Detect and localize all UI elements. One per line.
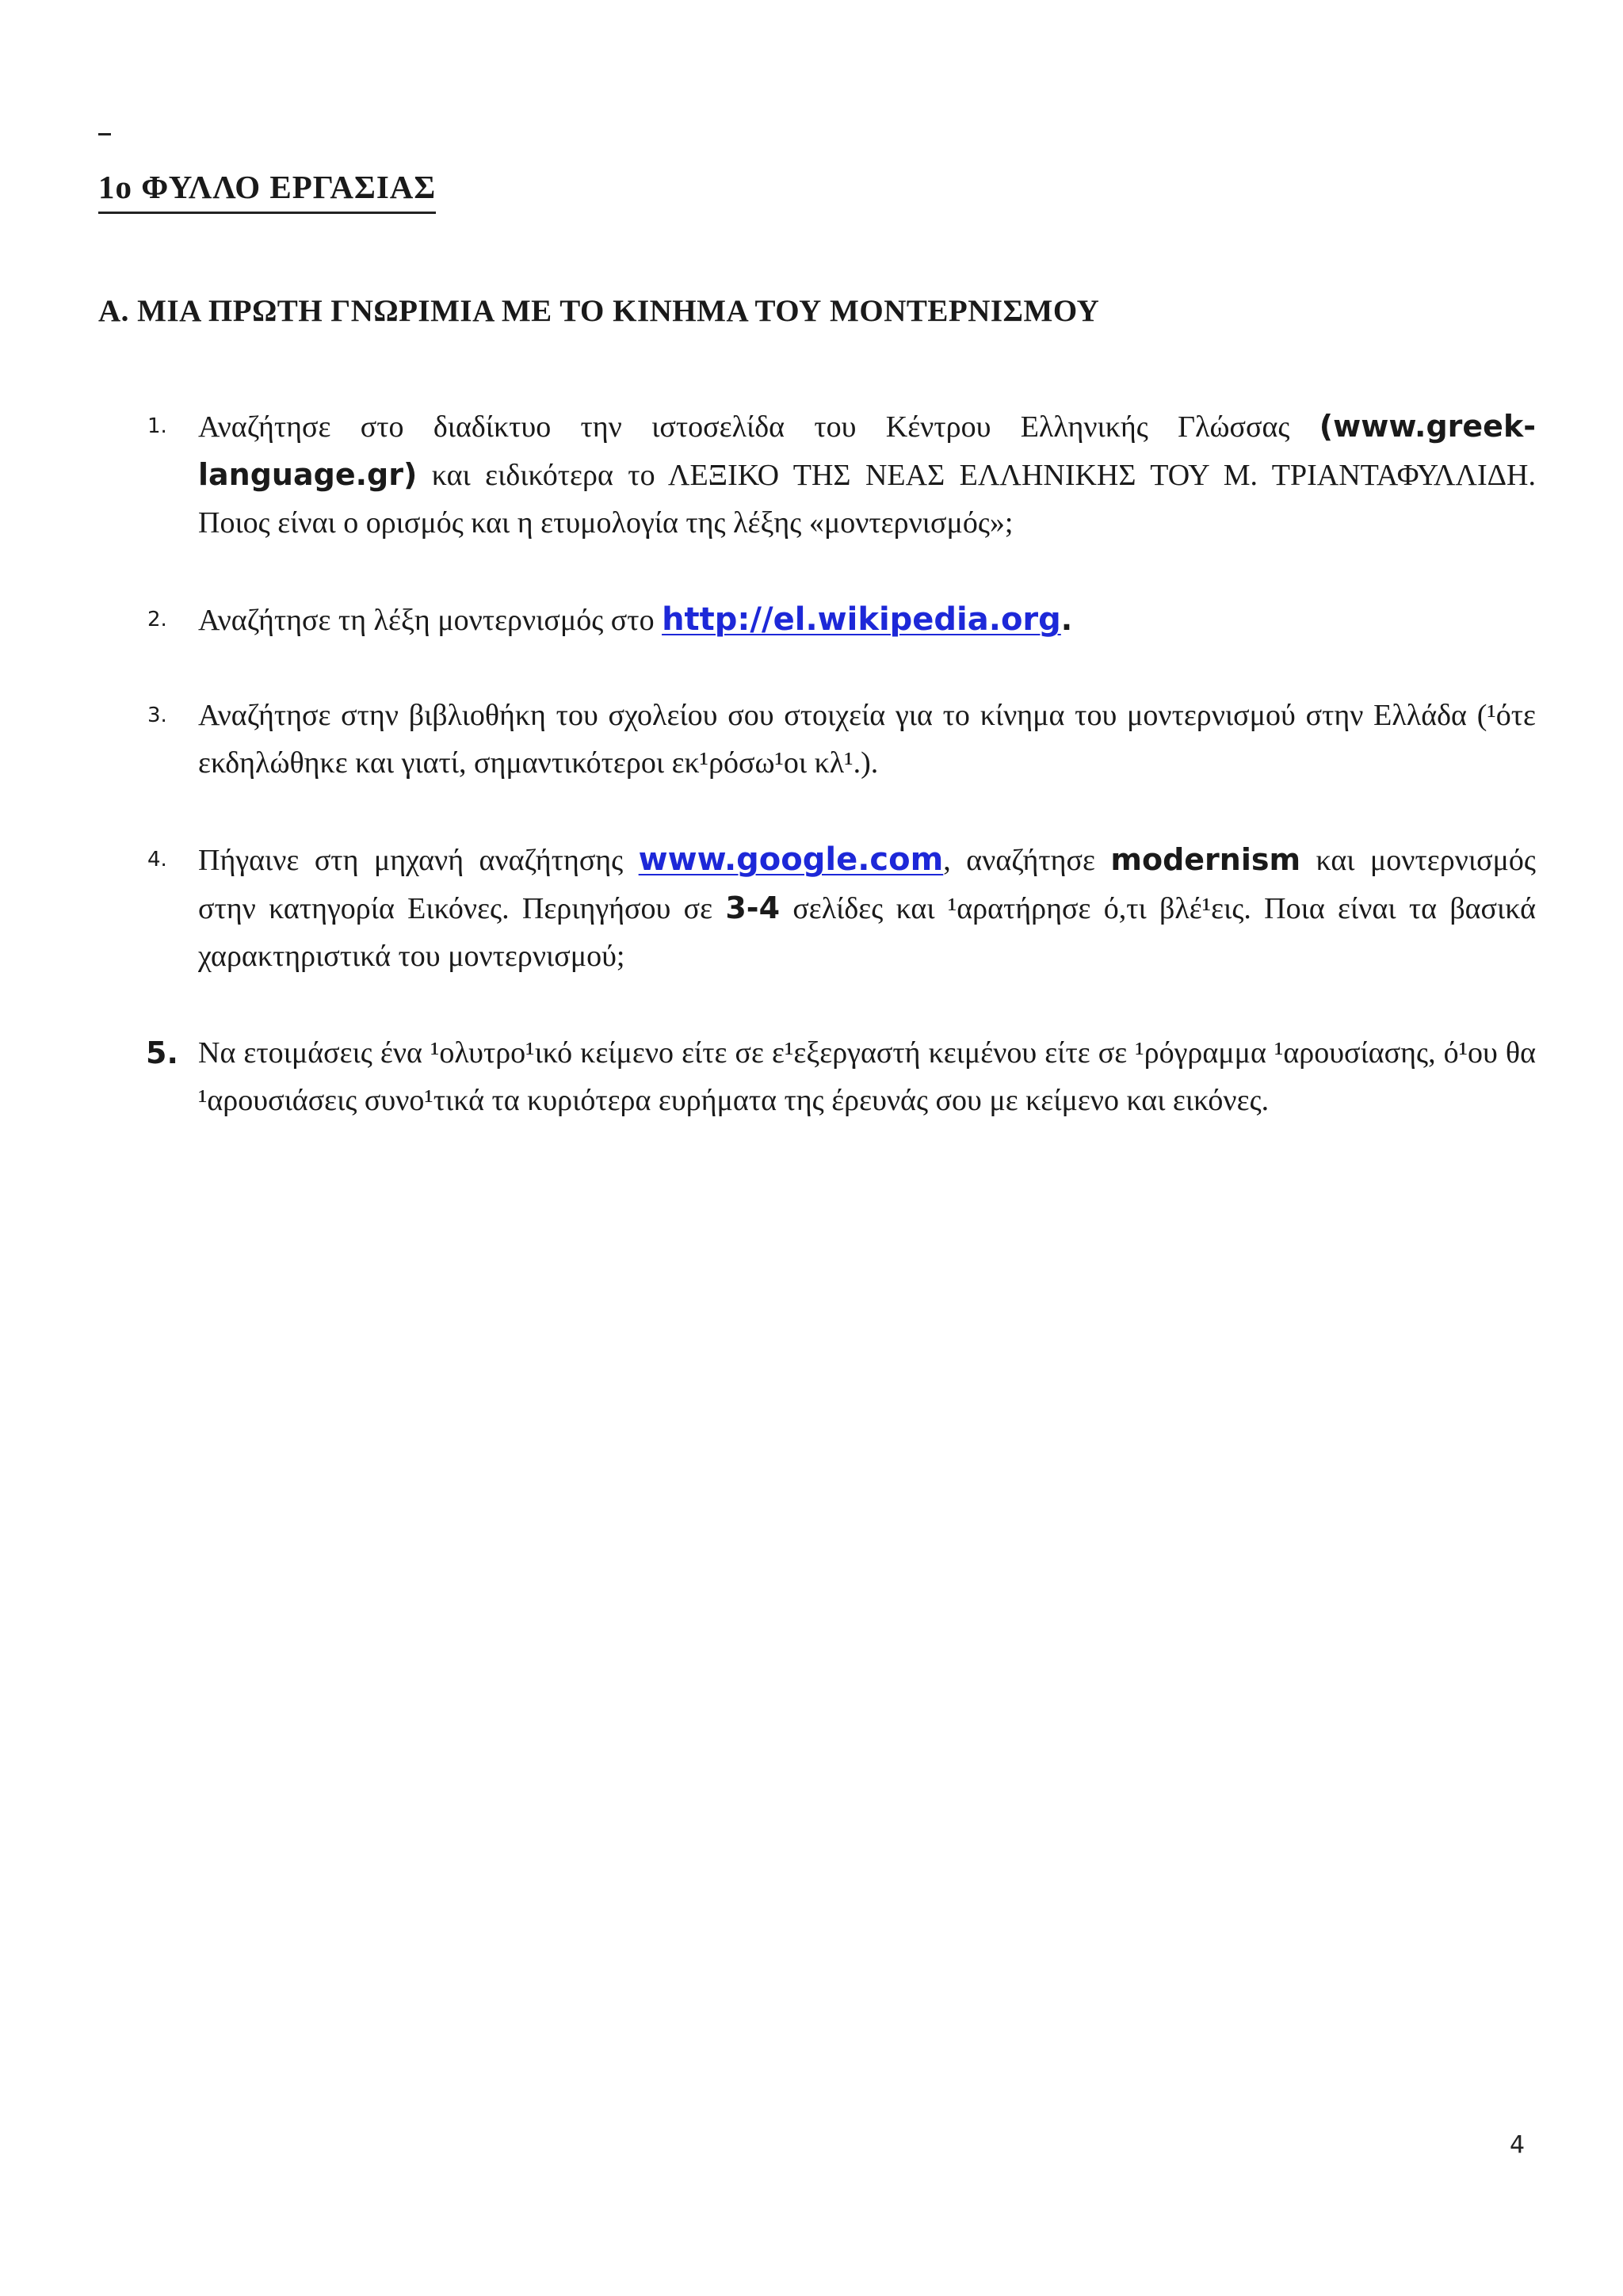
task-text: Πήγαινε στη μηχανή αναζήτησης: [198, 844, 639, 877]
task-item-5: [147, 1029, 1536, 1124]
greek-language-url-text: (www.greek-language.gr): [198, 409, 1536, 492]
task-number: 5.: [146, 1035, 178, 1070]
task-list: [147, 402, 1536, 1124]
task-number: 2.: [147, 608, 167, 631]
modernism-keyword: modernism: [1110, 842, 1301, 877]
task-text: σελίδες και ¹αρατήρησε ό,τι βλέ¹εις. Ποια είναι τα βασικά χαρακτηριστικά του μοντερνισμού;: [198, 892, 1536, 973]
task-item-2: [147, 596, 1536, 644]
section-heading: Α. ΜΙΑ ΠΡΩΤΗ ΓΝΩΡΙΜΙΑ ΜΕ ΤΟ ΚΙΝΗΜΑ ΤΟΥ ΜΟΝΤΕΡΝΙΣΜΟΥ: [98, 294, 1100, 328]
task-text: Αναζήτησε στο διαδίκτυο την ιστοσελίδα του Κέντρου Ελληνικής Γλώσσας: [198, 410, 1319, 444]
task-number: 1.: [147, 414, 167, 438]
google-link[interactable]: www.google.com: [638, 841, 944, 878]
task-item-1: [147, 402, 1536, 547]
page-number: 4: [1510, 2131, 1526, 2159]
task-text: .: [1060, 602, 1073, 637]
task-text: Αναζήτησε στην βιβλιοθήκη του σχολείου σου στοιχεία για το κίνημα του μοντερνισμού στην Ελλάδα (¹ότε εκδηλώθηκε και γιατί, σημαντικότεροι εκ¹ρόσω¹οι κλ¹.).: [198, 699, 1536, 780]
task-text: Αναζήτησε τη λέξη μοντερνισμός στο: [198, 604, 663, 637]
worksheet-title: 1ο ΦΥΛΛΟ ΕΡΓΑΣΙΑΣ: [98, 168, 436, 214]
task-item-4: [147, 836, 1536, 980]
task-text: και μοντερνισμός στην κατηγορία Εικόνες. Περιηγήσου σε: [198, 844, 1536, 925]
task-number: 4.: [147, 848, 167, 871]
task-text: Να ετοιμάσεις ένα ¹ολυτρο¹ικό κείμενο είτε σε ε¹εξεργαστή κειμένου είτε σε ¹ρόγραμμα ¹αρουσίασης, ό¹ου θα ¹αρουσιάσεις συνο¹τικά τα κυριότερα ευρήματα της έρευνάς σου με κείμενο και εικόνες.: [198, 1036, 1536, 1117]
task-text: και ειδικότερα το ΛΕΞΙΚΟ ΤΗΣ ΝΕΑΣ ΕΛΛΗΝΙΚΗΣ ΤΟΥ Μ. ΤΡΙΑΝΤΑΦΥΛΛΙΔΗ. Ποιος είναι ο ορισμός και η ετυμολογία της λέξης «μοντερνισμός»;: [198, 459, 1536, 540]
top-dash-mark: [98, 133, 111, 135]
task-number: 3.: [147, 704, 167, 727]
task-item-3: [147, 692, 1536, 787]
task-text: , αναζήτησε: [943, 844, 1111, 877]
wikipedia-link[interactable]: http://el.wikipedia.org: [662, 601, 1061, 638]
page-count-keyword: 3-4: [725, 891, 781, 925]
